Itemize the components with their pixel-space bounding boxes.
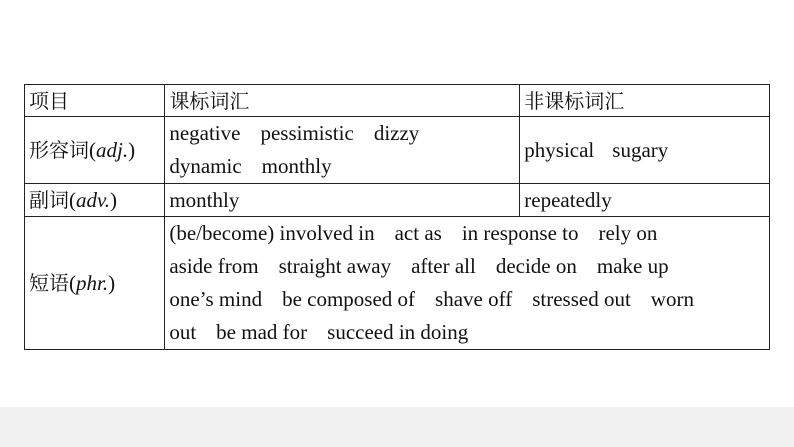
- adverb-row: [25, 184, 770, 217]
- adjective-label-close: ): [128, 137, 136, 162]
- phrase-line: [169, 283, 765, 316]
- adjective-course-words: [165, 117, 520, 184]
- phrase-label: [25, 217, 165, 350]
- adjective-label-cn: 形容词: [29, 137, 89, 162]
- adverb-label-abbr: adv.: [76, 187, 111, 212]
- adjective-course-line: [169, 117, 515, 150]
- phrase-label-open: (: [69, 270, 76, 295]
- adjective-row: [25, 117, 770, 184]
- header-other-vocab-text: 非课标词汇: [524, 88, 625, 113]
- adverb-other-words: [520, 184, 770, 217]
- phrase-item: straight away: [278, 254, 392, 278]
- adverb-course-words: [165, 184, 520, 217]
- phrase-item: one’s mind: [169, 287, 263, 311]
- header-row: [25, 85, 770, 117]
- phrase-item: act as: [394, 221, 442, 245]
- adverb-label-open: (: [69, 187, 76, 212]
- phrase-item: out: [169, 320, 197, 344]
- phrase-label-abbr: phr.: [76, 270, 109, 295]
- header-category-text: 项目: [29, 88, 69, 113]
- phrase-item: shave off: [435, 287, 513, 311]
- phrase-item: be mad for: [216, 320, 308, 344]
- header-course-vocab-text: 课标词汇: [169, 88, 250, 113]
- phrase-line: [169, 217, 765, 250]
- phrase-item: be composed of: [282, 287, 416, 311]
- header-course-vocab: [165, 85, 520, 117]
- phrase-item: rely on: [598, 221, 658, 245]
- header-other-vocab: [520, 85, 770, 117]
- adjective-label: [25, 117, 165, 184]
- phrase-item: succeed in doing: [327, 320, 469, 344]
- phrase-item: make up: [596, 254, 669, 278]
- word-item: dynamic: [169, 154, 242, 178]
- vocabulary-table: [24, 84, 770, 350]
- word-item: monthly: [169, 187, 240, 212]
- phrase-row: [25, 217, 770, 350]
- adjective-label-open: (: [89, 137, 96, 162]
- adjective-course-line: [169, 150, 515, 183]
- phrase-label-close: ): [108, 270, 116, 295]
- adjective-label-abbr: adj.: [96, 137, 129, 162]
- phrase-item: decide on: [495, 254, 577, 278]
- phrase-item: in response to: [461, 221, 579, 245]
- phrase-line: [169, 316, 765, 349]
- word-item: repeatedly: [524, 187, 612, 212]
- word-item: dizzy: [373, 121, 420, 145]
- adjective-other-words: [520, 117, 770, 184]
- phrase-item: worn: [650, 287, 694, 311]
- phrase-item: after all: [411, 254, 476, 278]
- phrase-line: [169, 250, 765, 283]
- phrase-label-cn: 短语: [29, 270, 69, 295]
- phrase-item: stressed out: [532, 287, 631, 311]
- slide-footer-bar: [0, 407, 794, 447]
- word-item: pessimistic: [260, 121, 354, 145]
- adverb-label: [25, 184, 165, 217]
- word-item: sugary: [612, 137, 669, 162]
- word-item: physical: [524, 137, 595, 162]
- phrase-item: aside from: [169, 254, 259, 278]
- word-item: monthly: [261, 154, 332, 178]
- adverb-label-cn: 副词: [29, 187, 69, 212]
- phrase-item: (be/become) involved in: [169, 221, 375, 245]
- phrase-words: [165, 217, 770, 350]
- header-category: [25, 85, 165, 117]
- adverb-label-close: ): [110, 187, 118, 212]
- word-item: negative: [169, 121, 241, 145]
